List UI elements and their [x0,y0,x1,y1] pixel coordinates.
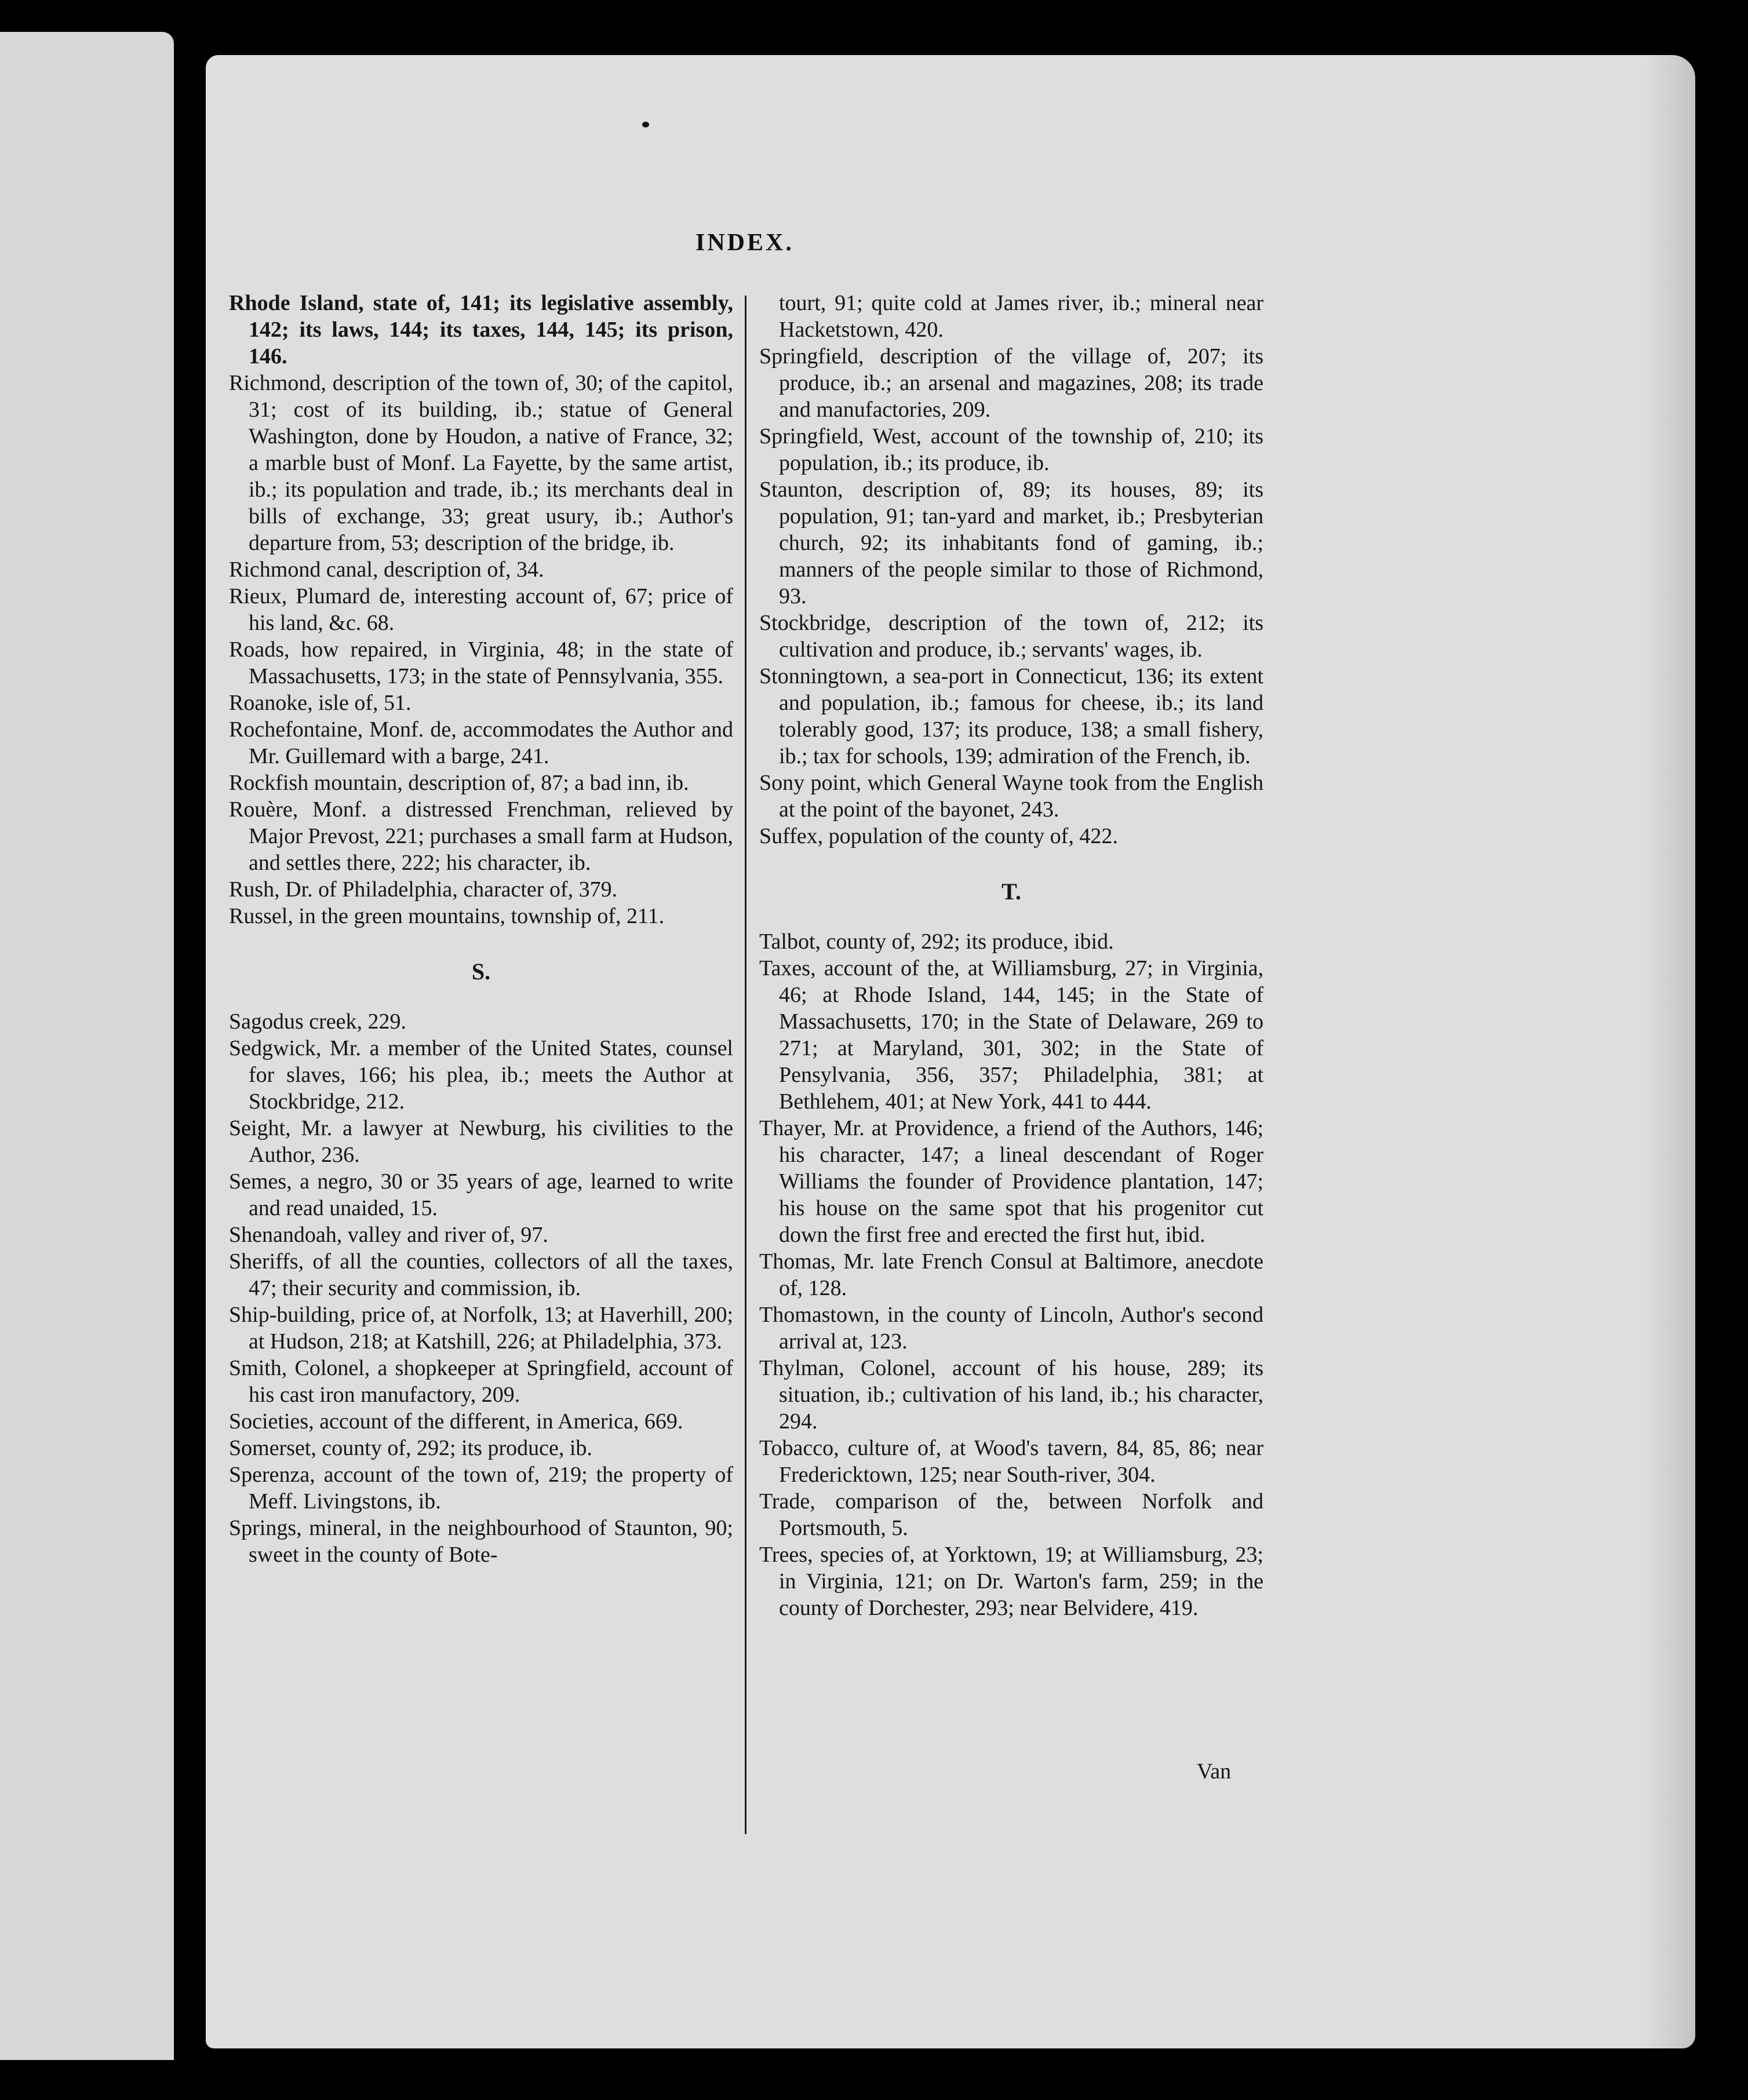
index-entry: Sedgwick, Mr. a member of the United States, counsel for slaves, 166; his plea, ib.; meets the Author at Stockbridge, 212. [229,1036,733,1114]
page-title: INDEX. [695,229,794,256]
index-entry: Thomas, Mr. late French Consul at Baltimore, anecdote of, 128. [759,1249,1263,1300]
index-entry: Somerset, county of, 292; its produce, ib. [229,1436,592,1460]
index-entry: Trees, species of, at Yorktown, 19; at Williamsburg, 23; in Virginia, 121; on Dr. Warton's farm, 259; in the county of Dorchester, 293; near Belvidere, 419. [759,1543,1263,1620]
index-entry: Stockbridge, description of the town of, 212; its cultivation and produce, ib.; servants' wages, ib. [759,611,1263,662]
index-entry: Talbot, county of, 292; its produce, ibid. [759,929,1114,954]
index-entry: Societies, account of the different, in America, 669. [229,1409,683,1434]
index-entry: Sony point, which General Wayne took from the English at the point of the bayonet, 243. [759,771,1263,822]
index-entry: Staunton, description of, 89; its houses, 89; its population, 91; tan-yard and market, ib.; Presbyterian church, 92; its inhabitants fond of gaming, ib.; manners of the people similar to those of Richmond, 93. [759,477,1263,608]
index-entry: Springfield, description of the village of, 207; its produce, ib.; an arsenal and magazines, 208; its trade and manufactories, 209. [759,344,1263,422]
index-entry: Roanoke, isle of, 51. [229,691,411,715]
index-entry: Rockfish mountain, description of, 87; a bad inn, ib. [229,771,689,795]
column-divider [745,296,746,1834]
index-entry: Rochefontaine, Monf. de, accommodates the Author and Mr. Guillemard with a barge, 241. [229,717,733,768]
index-entry: Seight, Mr. a lawyer at Newburg, his civilities to the Author, 236. [229,1116,733,1167]
index-entry: Sheriffs, of all the counties, collectors of all the taxes, 47; their security and commission, ib. [229,1249,733,1300]
index-entry: Sagodus creek, 229. [229,1009,407,1034]
index-entry: Russel, in the green mountains, township of, 211. [229,904,665,928]
index-entry: Suffex, population of the county of, 422. [759,824,1118,848]
index-entry: Shenandoah, valley and river of, 97. [229,1223,548,1247]
index-entry: Stonningtown, a sea-port in Connecticut, 136; its extent and population, ib.; famous for cheese, ib.; its land tolerably good, 137; its produce, 138; a small fishery, ib.; tax for schools, 139; admiration of the French, ib. [759,664,1263,768]
entries-t [759,928,1263,1621]
index-entry: Smith, Colonel, a shopkeeper at Springfield, account of his cast iron manufactory, 209. [229,1356,733,1407]
entries-r [229,290,733,929]
catchword: Van [1197,1759,1232,1784]
index-entry: Rieux, Plumard de, interesting account of, 67; price of his land, &c. 68. [229,584,733,635]
section-letter-t: T. [1002,878,1021,905]
index-entry: Semes, a negro, 30 or 35 years of age, learned to write and read unaided, 15. [229,1169,733,1220]
index-entry: Springs, mineral, in the neighbourhood of Staunton, 90; sweet in the county of Bote- [229,1516,733,1567]
index-entry: Rouère, Monf. a distressed Frenchman, relieved by Major Prevost, 221; purchases a small farm at Hudson, and settles there, 222; his character, ib. [229,797,733,875]
index-entry: Tobacco, culture of, at Wood's tavern, 84, 85, 86; near Fredericktown, 125; near South-river, 304. [759,1436,1263,1487]
index-entry: Ship-building, price of, at Norfolk, 13; at Haverhill, 200; at Hudson, 218; at Katshill, 226; at Philadelphia, 373. [229,1303,733,1354]
index-entry: Thylman, Colonel, account of his house, 289; its situation, ib.; cultivation of his land, ib.; his character, 294. [759,1356,1263,1434]
index-entry: Taxes, account of the, at Williamsburg, 27; in Virginia, 46; at Rhode Island, 144, 145; in the State of Massachusetts, 170; in the State of Delaware, 269 to 271; at Maryland, 301, 302; in the State of Pensylvania, 356, 357; Philadelphia, 381; at Bethlehem, 401; at New York, 441 to 444. [759,956,1263,1114]
index-entry: Springfield, West, account of the township of, 210; its population, ib.; its produce, ib. [759,424,1263,475]
index-entry-continuation: tourt, 91; quite cold at James river, ib.; mineral near Hacketstown, 420. [779,291,1263,342]
index-entry: Richmond canal, description of, 34. [229,557,544,582]
index-entry: Trade, comparison of the, between Norfolk and Portsmouth, 5. [759,1489,1263,1540]
ink-mark [642,122,649,127]
entries-s-continued [759,343,1263,850]
index-entry: Rush, Dr. of Philadelphia, character of, 379. [229,877,618,902]
index-entry: Thomastown, in the county of Lincoln, Author's second arrival at, 123. [759,1303,1263,1354]
facing-page-edge [0,32,174,2060]
index-entry: Richmond, description of the town of, 30; of the capitol, 31; cost of its building, ib.; statue of General Washington, done by Houdon, a native of France, 32; a marble bust of Monf. La Fayette, by the same artist, ib.; its population and trade, ib.; its merchants deal in bills of exchange, 33; great usury, ib.; Author's departure from, 53; description of the bridge, ib. [229,371,733,555]
index-entry: Thayer, Mr. at Providence, a friend of the Authors, 146; his character, 147; a lineal descendant of Roger Williams the founder of Providence plantation, 147; his house on the same spot that his progenitor cut down the first free and erected the first hut, ibid. [759,1116,1263,1247]
left-column [229,290,733,1568]
page-shadow [1643,55,1695,2048]
index-entry: Sperenza, account of the town of, 219; the property of Meff. Livingstons, ib. [229,1463,733,1514]
entries-s [229,1008,733,1568]
index-entry: Rhode Island, state of, 141; its legislative assembly, 142; its laws, 144; its taxes, 144, 145; its prison, 146. [229,291,733,369]
right-column [759,290,1263,1621]
index-entry: Roads, how repaired, in Virginia, 48; in the state of Massachusetts, 173; in the state of Pennsylvania, 355. [229,637,733,688]
section-letter-s: S. [471,958,491,985]
